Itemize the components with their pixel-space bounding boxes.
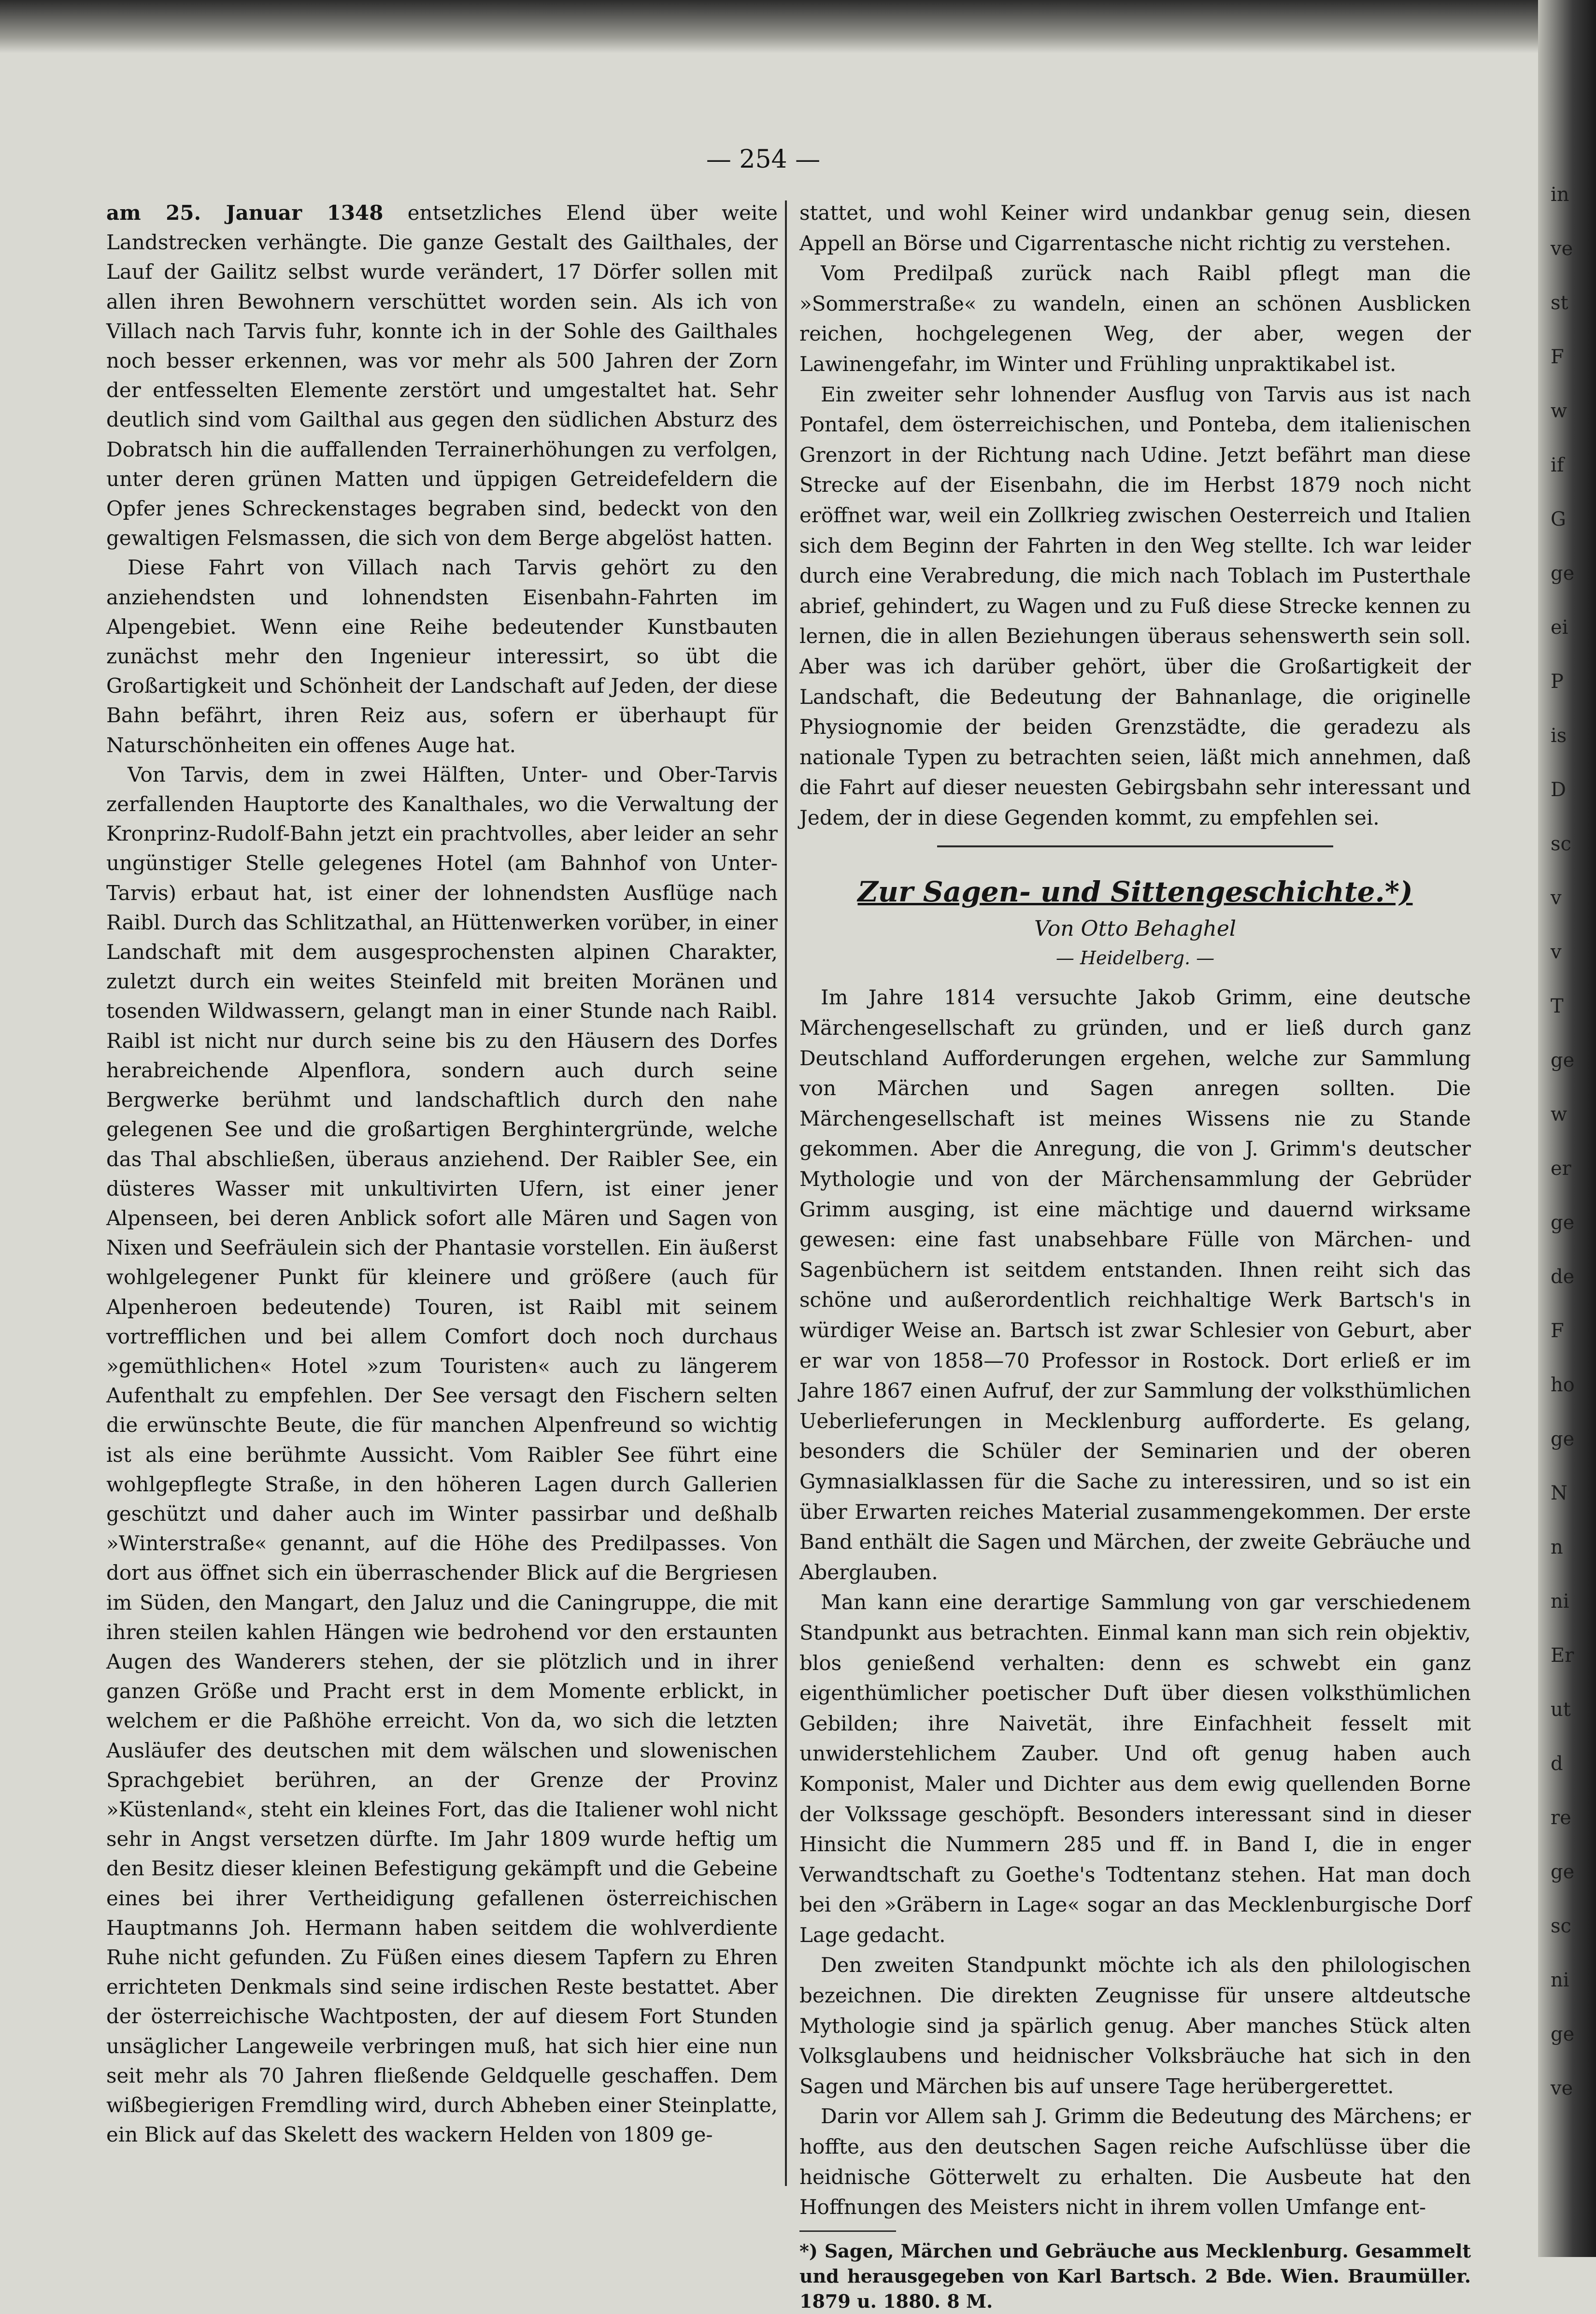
neighbor-fragment-text: T	[1551, 995, 1564, 1017]
footnote-rule	[799, 2230, 896, 2232]
footnote: *) Sagen, Märchen und Gebräuche aus Mecklenburg. Gesammelt und herausgegeben von Karl Bartsch. 2 Bde. Wien. Braumüller. 1879 u. 1880. 8 M.	[799, 2240, 1471, 2312]
neighbor-fragment-text: w	[1551, 400, 1568, 422]
neighbor-fragment-text: F	[1551, 1320, 1564, 1342]
neighbor-fragment-text: ni	[1551, 1969, 1569, 1991]
left-paragraph-1	[106, 198, 778, 553]
section-divider	[937, 845, 1333, 847]
column-divider	[785, 200, 787, 2186]
neighbor-page-fragment	[1541, 0, 1589, 2257]
right-paragraph-sommerstrasse: Vom Predilpaß zurück nach Raibl pflegt man die »Sommerstraße« zu wandeln, einen an schönen Ausblicken reichen, hochgelegenen Weg, der aber, wegen der Lawinengefahr, im Winter und Frühling unpraktikabel ist.	[799, 261, 1471, 376]
neighbor-fragment-text: re	[1551, 1807, 1571, 1829]
neighbor-fragment-text: ge	[1551, 562, 1575, 585]
neighbor-fragment-text: ge	[1551, 1049, 1575, 1071]
article-title: Zur Sagen- und Sittengeschichte.*)	[857, 875, 1413, 909]
left-paragraph-3: Von Tarvis, dem in zwei Hälften, Unter- und Ober-Tarvis zerfallenden Hauptorte des Kanalthales, wo die Verwaltung der Kronprinz-Rudolf-Bahn jetzt ein prachtvolles, aber leider an sehr ungünstiger Stelle gelegenes Hotel (am Bahnhof von Unter-Tarvis) erbaut hat, ist einer der lohnendsten Ausflüge nach Raibl. Durch das Schlitzathal, an Hüttenwerken vorüber, in einer Landschaft mit dem ausgesprochensten alpinen Charakter, zuletzt durch ein weites Steinfeld mit breiten Moränen und tosenden Wildwassern, gelangt man in einer Stunde nach Raibl. Raibl ist nicht nur durch seine bis zu den Häusern des Dorfes herabreichende Alpenflora, sondern auch durch seine Bergwerke berühmt und landschaftlich durch den nahe gelegenen See und die großartigen Berghintergründe, welche das Thal abschließen, überaus anziehend. Der Raibler See, ein düsteres Wasser mit unkultivirten Ufern, ist einer jener Alpenseen, bei deren Anblick sofort alle Mären und Sagen von Nixen und Seefräulein sich der Phantasie vorstellen. Ein äußerst wohlgelegener Punkt für kleinere und größere (auch für Alpenheroen bedeutende) Touren, ist Raibl mit seinem vortrefflichen und bei allem Comfort doch noch durchaus »gemüthlichen« Hotel »zum Touristen« auch zu längerem Aufenthalt zu empfehlen. Der See versagt den Fischern selten die erwünschte Beute, die für manchen Alpenfreund so wichtig ist als eine berühmte Aussicht. Vom Raibler See führt eine wohlgepflegte Straße, in den höheren Lagen durch Gallerien geschützt und daher auch im Winter passirbar und deßhalb »Winterstraße« genannt, auf die Höhe des Predilpasses. Von dort aus öffnet sich ein überraschender Blick auf die Bergriesen im Süden, den Mangart, den Jaluz und die Caningruppe, die mit ihren steilen kahlen Hängen wie bedrohend vor den erstaunten Augen des Wanderers stehen, der sie plötzlich und in ihrer ganzen Größe und Pracht erst in dem Momente erblickt, in welchem er die Paßhöhe erreicht. Von da, wo sich die letzten Ausläufer des deutschen mit dem wälschen und slowenischen Sprachgebiet berühren, an der Grenze der Provinz »Küstenland«, steht ein kleines Fort, das die Italiener wohl nicht sehr in Angst versetzen dürfte. Im Jahr 1809 wurde heftig um den Besitz dieser kleinen Befestigung gekämpft und die Gebeine eines bei ihrer Vertheidigung gefallenen österreichischen Hauptmanns Joh. Hermann haben seitdem die wohlverdiente Ruhe nicht gefunden. Zu Füßen eines diesem Tapfern zu Ehren errichteten Denkmals sind seine irdischen Reste bestattet. Aber der österreichische Wachtposten, der auf diesem Fort Stunden unsäglicher Langeweile verbringen muß, hat sich hier eine nun seit mehr als 70 Jahren fließende Geldquelle geschaffen. Dem wißbegierigen Fremdling wird, durch Abheben einer Steinplatte, ein Blick auf das Skelett des wackern Helden von 1809 ge-	[106, 762, 778, 2147]
page-number: — 254 —	[706, 145, 821, 174]
neighbor-fragment-text: ge	[1551, 1428, 1575, 1450]
neighbor-fragment-text: in	[1551, 184, 1569, 206]
neighbor-fragment-text: P	[1551, 671, 1564, 693]
neighbor-fragment-text: er	[1551, 1157, 1571, 1180]
neighbor-fragment-text: ut	[1551, 1699, 1571, 1721]
neighbor-fragment-text: v	[1551, 887, 1562, 909]
neighbor-fragment-text: G	[1551, 508, 1566, 530]
neighbor-fragment-text: ho	[1551, 1374, 1575, 1396]
neighbor-fragment-text: n	[1551, 1536, 1563, 1558]
neighbor-fragment-text: D	[1551, 779, 1567, 801]
neighbor-fragment-text: de	[1551, 1266, 1575, 1288]
neighbor-fragment-text: F	[1551, 346, 1564, 368]
right-column	[799, 198, 1471, 2312]
neighbor-fragment-text: sc	[1551, 1915, 1571, 1937]
article-place: — Heidelberg. —	[1055, 947, 1215, 969]
neighbor-fragment-text: is	[1551, 725, 1567, 747]
right-paragraph-continuation: stattet, und wohl Keiner wird undankbar genug sein, diesen Appell an Börse und Cigarrentasche nicht richtig zu verstehen.	[799, 201, 1471, 255]
neighbor-fragment-text: ge	[1551, 1212, 1575, 1234]
neighbor-fragment-text: st	[1551, 292, 1568, 314]
neighbor-fragment-text: sc	[1551, 833, 1571, 855]
neighbor-fragment-text: N	[1551, 1482, 1568, 1504]
neighbor-fragment-text: Er	[1551, 1644, 1574, 1667]
left-paragraph-1-text: entsetzliches Elend über weite Landstrecken verhängte. Die ganze Gestalt des Gailthales, der Lauf der Gailitz selbst wurde verändert, 17 Dörfer sollen mit allen ihren Bewohnern verschüttet worden sein. Als ich von Villach nach Tarvis fuhr, konnte ich in der Sohle des Gailthales noch besser erkennen, was vor mehr als 500 Jahren der Zorn der entfesselten Elemente zerstört und umgestaltet hat. Sehr deutlich sind vom Gailthal aus gegen den südlichen Absturz des Dobratsch hin die auffallenden Terrainerhöhungen zu verfolgen, unter deren grünen Matten und üppigen Getreidefeldern die Opfer jenes Schreckenstages begraben sind, bedeckt von den gewaltigen Felsmassen, die sich von dem Berge abgelöst hatten.	[106, 201, 778, 550]
right-paragraph-pontafel: Ein zweiter sehr lohnender Ausflug von Tarvis aus ist nach Pontafel, dem österreichischen, und Ponteba, dem italienischen Grenzort in der Richtung nach Udine. Jetzt befährt man diese Strecke auf der Eisenbahn, die im Herbst 1879 noch nicht eröffnet war, weil ein Zollkrieg zwischen Oesterreich und Italien sich dem Beginn der Fahrten in den Weg stellte. Ich war leider durch eine Verabredung, die mich nach Toblach im Pusterthale abrief, gehindert, zu Wagen und zu Fuß diese Strecke kennen zu lernen, die in allen Beziehungen überaus sehenswerth sein soll. Aber was ich darüber gehört, über die Großartigkeit der Landschaft, die Bedeutung der Bahnanlage, die originelle Physiognomie der beiden Grenzstädte, die geradezu als nationale Typen zu betrachten seien, läßt mich annehmen, daß die Fahrt auf dieser neuesten Gebirgsbahn sehr interessant und Jedem, der in diese Gegenden kommt, zu empfehlen sei.	[799, 382, 1471, 829]
left-paragraph-2: Diese Fahrt von Villach nach Tarvis gehört zu den anziehendsten und lohnendsten Eisenbahn-Fahrten im Alpengebiet. Wenn eine Reihe bedeutender Kunstbauten zunächst mehr den Ingenieur interessirt, so übt die Großartigkeit und Schönheit der Landschaft auf Jeden, der diese Bahn befährt, ihren Reiz aus, sofern er überhaupt für Naturschönheiten ein offenes Auge hat.	[106, 556, 778, 757]
neighbor-fragment-text: ve	[1551, 2077, 1573, 2100]
neighbor-fragment-text: ni	[1551, 1590, 1569, 1613]
neighbor-fragment-text: ve	[1551, 238, 1573, 260]
article-paragraph-2: Man kann eine derartige Sammlung von gar verschiedenem Standpunkt aus betrachten. Einmal kann man sich rein objektiv, blos genießend verhalten: denn es schwebt ein ganz eigenthümlicher poetischer Duft über diesen volksthümlichen Gebilden; ihre Naivetät, ihre Einfachheit fesselt mit unwiderstehlichem Zauber. Und oft genug haben auch Komponist, Maler und Dichter aus dem ewig quellenden Borne der Volkssage geschöpft. Besonders interessant sind in dieser Hinsicht die Nummern 285 und ff. in Band I, die in enger Verwandtschaft zu Goethe's Todtentanz stehen. Hat man doch bei den »Gräbern in Lage« sogar an das Mecklenburgische Dorf Lage gedacht.	[799, 1590, 1471, 1947]
article-paragraph-3: Den zweiten Standpunkt möchte ich als den philologischen bezeichnen. Die direkten Zeugnisse für unsere altdeutsche Mythologie sind ja spärlich genug. Aber manches Stück alten Volksglaubens und heidnischer Volksbräuche hat sich in den Sagen und Märchen bis auf unsere Tage herübergerettet.	[799, 1953, 1471, 2098]
neighbor-fragment-text: ge	[1551, 1861, 1575, 1883]
neighbor-fragment-text: d	[1551, 1753, 1563, 1775]
neighbor-fragment-text: v	[1551, 941, 1562, 963]
neighbor-fragment-text: ge	[1551, 2023, 1575, 2045]
neighbor-fragment-text: ei	[1551, 616, 1568, 639]
neighbor-fragment-text: w	[1551, 1103, 1568, 1126]
left-column	[106, 198, 778, 2188]
article-byline: Von Otto Behaghel	[1034, 916, 1237, 942]
left-paragraph-1-lead: am 25. Januar 1348	[106, 201, 384, 225]
article-paragraph-1: Im Jahre 1814 versuchte Jakob Grimm, eine deutsche Märchengesellschaft zu gründen, und er ließ durch ganz Deutschland Aufforderungen ergehen, welche zur Sammlung von Märchen und Sagen anregen sollten. Die Märchengesellschaft ist meines Wissens nie zu Stande gekommen. Aber die Anregung, die von J. Grimm's deutscher Mythologie und von der Märchensammlung der Gebrüder Grimm ausging, ist eine mächtige und dauernd wirksame gewesen: eine fast unabsehbare Fülle von Märchen- und Sagenbüchern ist seitdem entstanden. Ihnen reiht sich das schöne und außerordentlich reichhaltige Werk Bartsch's in würdiger Weise an. Bartsch ist zwar Schlesier von Geburt, aber er war von 1858—70 Professor in Rostock. Dort erließ er im Jahre 1867 einen Aufruf, der zur Sammlung der volksthümlichen Ueberlieferungen in Mecklenburg aufforderte. Es gelang, besonders die Schüler der Seminarien und der oberen Gymnasialklassen für die Sache zu interessiren, und so ist ein über Erwarten reiches Material zusammengekommen. Der erste Band enthält die Sagen und Märchen, der zweite Gebräuche und Aberglauben.	[799, 986, 1471, 1584]
scan-top-edge	[0, 0, 1596, 53]
article-paragraph-4: Darin vor Allem sah J. Grimm die Bedeutung des Märchens; er hoffte, aus den deutschen Sagen reiche Aufschlüsse über die heidnische Götterwelt zu erhalten. Die Ausbeute hat den Hoffnungen des Meisters nicht in ihrem vollen Umfange ent-	[799, 2104, 1471, 2219]
neighbor-fragment-text: if	[1551, 454, 1564, 476]
